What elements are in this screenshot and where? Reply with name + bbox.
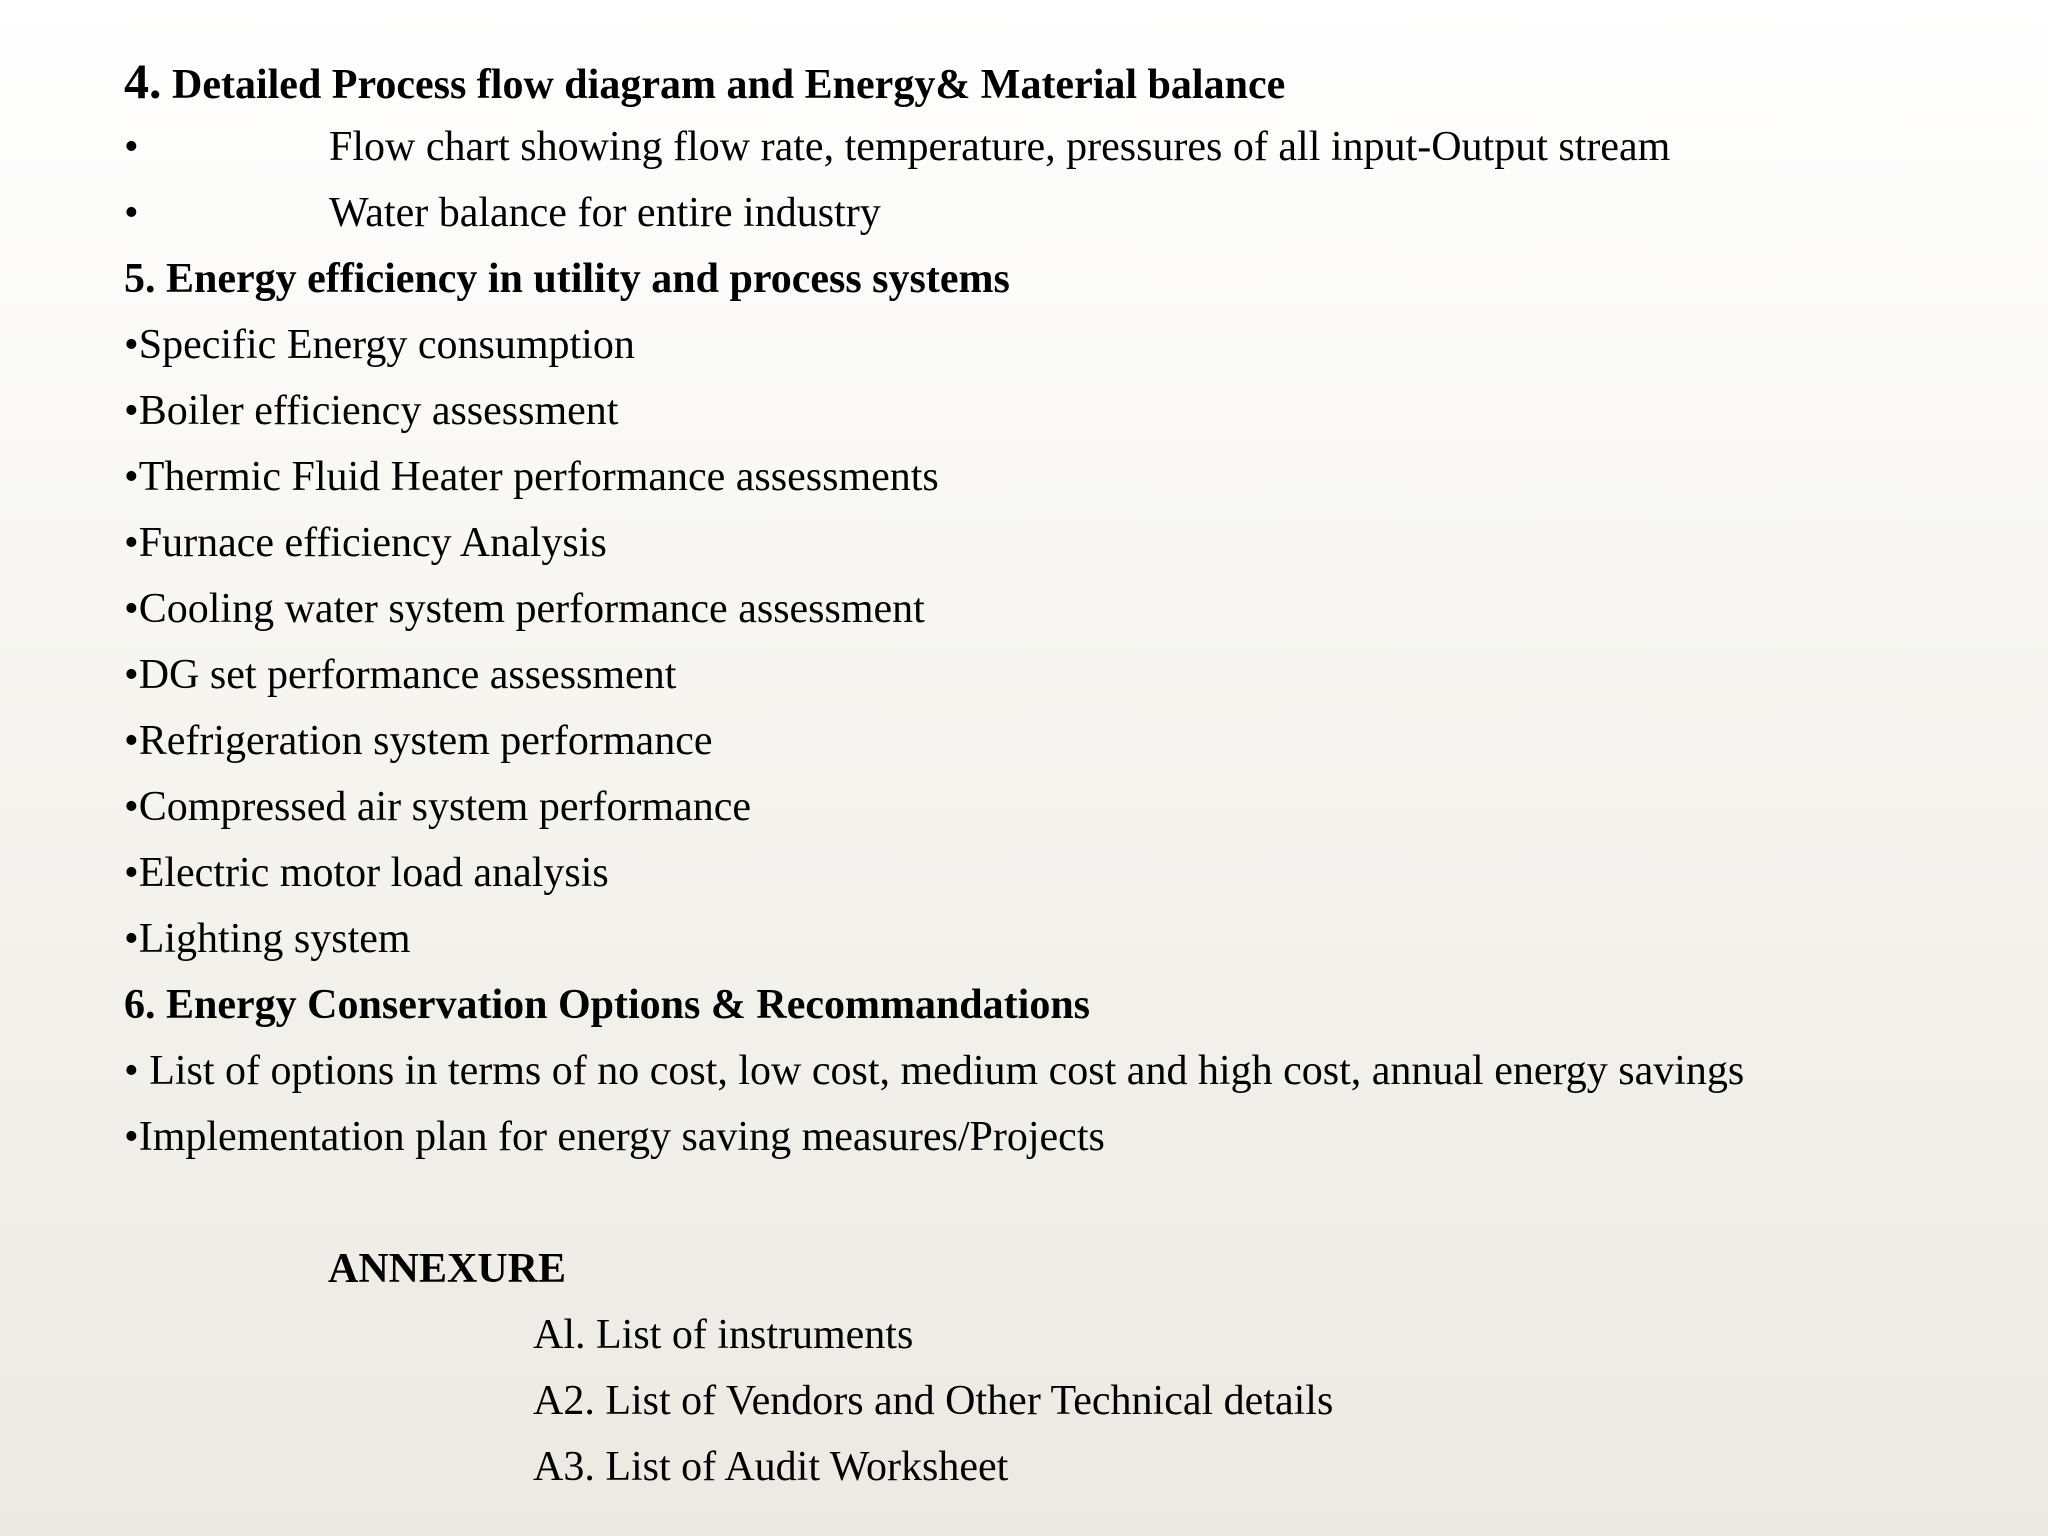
list-item xyxy=(124,840,609,906)
annexure-heading: ANNEXURE xyxy=(328,1246,567,1292)
list-item-text: Implementation plan for energy saving measures/Projects xyxy=(138,1114,1105,1160)
list-item-text: Lighting system xyxy=(138,916,411,962)
list-item-text: Flow chart showing flow rate, temperature, pressures of all input-Output stream xyxy=(329,124,1671,170)
list-item xyxy=(124,114,1670,180)
annexure-item: Al. List of instruments xyxy=(533,1312,914,1358)
bullet: • xyxy=(124,1048,139,1094)
list-item xyxy=(124,180,881,246)
bullet: • xyxy=(124,850,139,896)
list-item-text: Compressed air system performance xyxy=(138,784,752,830)
list-item-text: Refrigeration system performance xyxy=(138,718,713,764)
list-item-text: Electric motor load analysis xyxy=(138,850,609,896)
bullet: • xyxy=(124,124,139,170)
bullet: • xyxy=(124,520,139,566)
bullet: • xyxy=(124,916,139,962)
list-item-text: List of options in terms of no cost, low cost, medium cost and high cost, annual energy savings xyxy=(138,1048,1745,1094)
bullet: • xyxy=(124,1114,139,1160)
section-4-title: Detailed Process flow diagram and Energy& Material balance xyxy=(161,62,1286,108)
list-item-text: Thermic Fluid Heater performance assessments xyxy=(138,454,939,500)
bullet: • xyxy=(124,454,139,500)
section-4-number: 4. xyxy=(124,53,162,109)
bullet: • xyxy=(124,784,139,830)
bullet: • xyxy=(124,652,139,698)
list-item xyxy=(124,1104,1105,1170)
list-item-text: Specific Energy consumption xyxy=(138,322,635,368)
list-item xyxy=(124,378,618,444)
annexure-item: A3. List of Audit Worksheet xyxy=(533,1444,1009,1490)
list-item xyxy=(124,708,713,774)
list-item xyxy=(124,906,411,972)
list-item-text: Boiler efficiency assessment xyxy=(138,388,619,434)
list-item-text: Cooling water system performance assessment xyxy=(138,586,925,632)
list-item xyxy=(124,642,676,708)
list-item xyxy=(124,1038,1744,1104)
list-item xyxy=(124,444,939,510)
list-item-text: Furnace efficiency Analysis xyxy=(138,520,607,566)
section-6-heading: 6. Energy Conservation Options & Recommandations xyxy=(124,982,1091,1028)
section-5-heading: 5. Energy efficiency in utility and process systems xyxy=(124,256,1010,302)
list-item-text: Water balance for entire industry xyxy=(329,190,881,236)
bullet: • xyxy=(124,322,139,368)
bullet: • xyxy=(124,718,139,764)
list-item xyxy=(124,312,635,378)
list-item xyxy=(124,774,751,840)
section-4-heading xyxy=(124,48,1285,114)
bullet: • xyxy=(124,388,139,434)
list-item-text: DG set performance assessment xyxy=(138,652,677,698)
bullet: • xyxy=(124,190,139,236)
list-item xyxy=(124,510,607,576)
bullet: • xyxy=(124,586,139,632)
annexure-item: A2. List of Vendors and Other Technical details xyxy=(533,1378,1334,1424)
list-item xyxy=(124,576,925,642)
